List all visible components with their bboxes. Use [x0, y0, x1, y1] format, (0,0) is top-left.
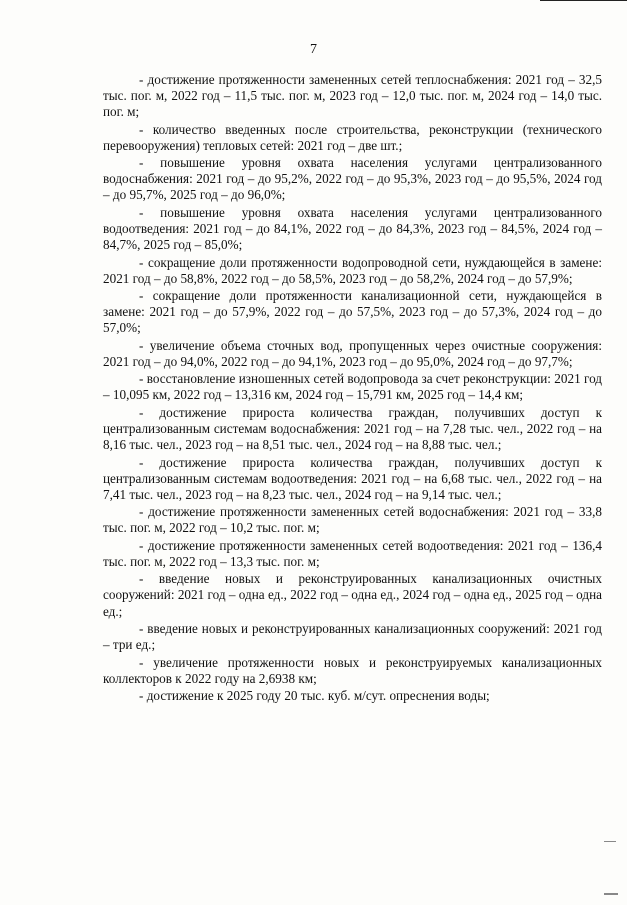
paragraph-water-supply-coverage: - повышение уровня охвата населения услугами централизованного водоснабжения: 2021 год – до 95,2%, 2022 год – до 95,3%, 2023 год – до 95,5%, 2024 год – до 95,7%, 2025 год – до 96,0%;: [103, 155, 602, 203]
scan-mark-right: [604, 841, 616, 842]
paragraph-sewer-networks-replaced: - достижение протяженности замененных сетей водоотведения: 2021 год – 136,4 тыс. пог. м, 2022 год – 13,3 тыс. пог. м;: [103, 537, 602, 569]
paragraph-water-network-wear: - сокращение доли протяженности водопроводной сети, нуждающейся в замене: 2021 год – до 58,8%, 2022 год – до 58,5%, 2023 год – до 58,2%, 2024 год – до 57,9%;: [103, 254, 602, 286]
paragraph-heat-networks-replacement: - достижение протяженности замененных сетей теплоснабжения: 2021 год – 32,5 тыс. пог. м, 2022 год – 11,5 тыс. пог. м, 2023 год – 12,0 тыс. пог. м, 2024 год – 14,0 тыс. пог. м;: [103, 72, 602, 120]
scan-edge-mark: [540, 0, 627, 1]
page-number: 7: [310, 42, 317, 57]
paragraph-water-network-restoration: - восстановление изношенных сетей водопровода за счет реконструкции: 2021 год – 10,095 км, 2022 год – 13,316 км, 2024 год – 15,791 км, 2025 год – 14,4 км;: [103, 371, 602, 403]
paragraph-desalination: - достижение к 2025 году 20 тыс. куб. м/сут. опреснения воды;: [139, 688, 490, 704]
document-body: [103, 72, 602, 706]
paragraph-sewer-collectors: - увеличение протяженности новых и реконструируемых канализационных коллекторов к 2022 году на 2,6938 км;: [103, 654, 602, 686]
paragraph-sewer-structures: - введение новых и реконструированных канализационных сооружений: 2021 год – три ед.;: [103, 621, 602, 653]
paragraph-sewerage-access: - достижение прироста количества граждан, получивших доступ к централизованным системам водоотведения: 2021 год – на 6,68 тыс. чел., 2022 год – на 7,41 тыс. чел., 2023 год – на 8,23 тыс. чел., 2024 год – на 9,14 тыс. чел.;: [103, 454, 602, 502]
paragraph-water-networks-replaced: - достижение протяженности замененных сетей водоснабжения: 2021 год – 33,8 тыс. пог. м, 2022 год – 10,2 тыс. пог. м;: [103, 504, 602, 536]
paragraph-sewer-network-wear: - сокращение доли протяженности канализационной сети, нуждающейся в замене: 2021 год – до 57,9%, 2022 год – до 57,5%, 2023 год – до 57,3%, 2024 год – до 57,0%;: [103, 288, 602, 336]
paragraph-sewerage-coverage: - повышение уровня охвата населения услугами централизованного водоотведения: 2021 год – до 84,1%, 2022 год – до 84,3%, 2023 год – 84,5%, 2024 год – 84,7%, 2025 год – 85,0%;: [103, 204, 602, 252]
paragraph-water-supply-access: - достижение прироста количества граждан, получивших доступ к централизованным системам водоснабжения: 2021 год – на 7,28 тыс. чел., 2022 год – на 8,16 тыс. чел., 2023 год – на 8,51 тыс. чел., 2024 год – на 8,88 тыс. чел.;: [103, 404, 602, 453]
paragraph-wastewater-treatment: - увеличение объема сточных вод, пропущенных через очистные сооружения: 2021 год – до 94,0%, 2022 год – до 94,1%, 2023 год – до 95,0%, 2024 год – до 97,7%;: [103, 337, 602, 369]
paragraph-treatment-plants: - введение новых и реконструированных канализационных очистных сооружений: 2021 год – одна ед., 2022 год – одна ед., 2024 год – одна ед., 2025 год – одна ед.;: [103, 571, 602, 619]
paragraph-heat-networks-commissioned: - количество введенных после строительства, реконструкции (технического перевооружения) тепловых сетей: 2021 год – две шт.;: [103, 121, 602, 153]
scan-mark-bottom: [604, 893, 618, 895]
